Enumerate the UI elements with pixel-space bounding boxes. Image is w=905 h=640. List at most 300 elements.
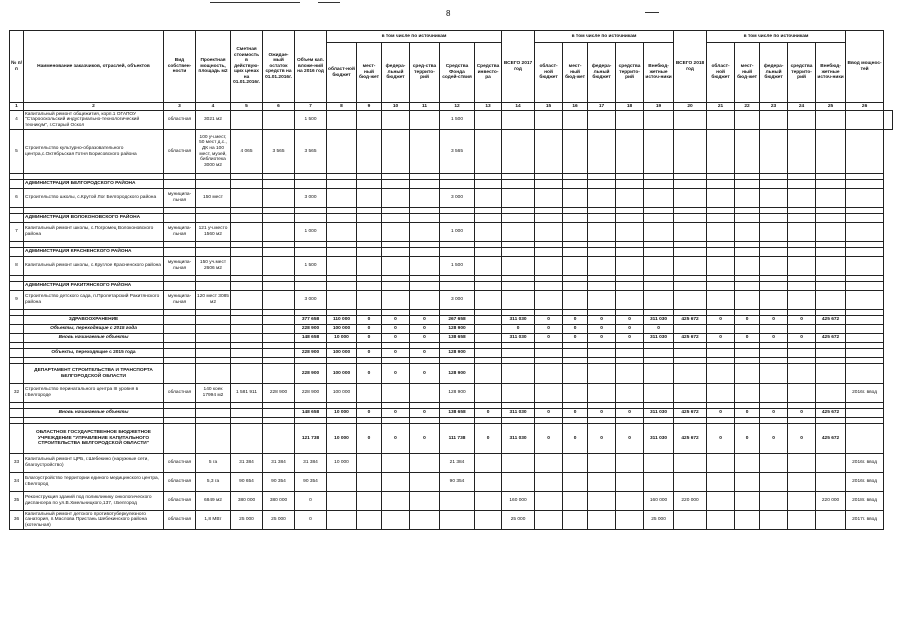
cell-value: 90 354 [263,473,295,492]
cell-value [707,473,735,492]
cell-value [674,291,707,310]
total-value [563,349,588,358]
total-value [616,364,644,384]
cell-value [475,130,502,174]
total-label: ДЕПАРТАМЕНТ СТРОИТЕЛЬСТВА И ТРАНСПОРТА БЕЛГОРОДСКОЙ ОБЛАСТИ [24,364,164,384]
cell-value [357,130,382,174]
empty-cell [263,180,295,189]
cell-value [735,511,760,530]
cell-value [735,454,760,473]
cell-value [588,511,616,530]
cell-value [788,473,816,492]
total-value: 128 900 [440,364,475,384]
empty-cell [563,214,588,223]
total-label: Объекты, переходящие с 2015 года [24,325,164,334]
empty-cell [563,248,588,257]
section-row [10,180,893,189]
cell-value: 100 уч.мест, 50 мест д.с., ДК на 100 мест, музей, библиотека 3000 м2 [196,130,231,174]
header-commission: Ввод мощнос-тей [846,31,884,103]
column-number: 13 [475,103,502,111]
empty-cell [816,248,846,257]
cell-value [535,130,563,174]
table-row [10,511,893,530]
cell-value [760,384,788,403]
cell-value: 2016г. ввод [846,454,884,473]
cell-value [535,111,563,130]
empty-cell [475,214,502,223]
cell-value [535,257,563,276]
empty-cell [164,316,196,325]
empty-cell [10,282,24,291]
empty-cell [263,364,295,384]
cell-value [816,111,846,130]
total-value: 100 000 [327,325,357,334]
empty-cell [196,282,231,291]
cell-value [563,384,588,403]
cell-value [327,492,357,511]
total-value: 311 030 [502,334,535,343]
cell-value [382,130,410,174]
cell-value [707,130,735,174]
total-value: 311 030 [502,409,535,418]
cell-value [707,384,735,403]
total-value: 0 [788,424,816,454]
cell-value [846,111,884,130]
total-value: 311 030 [502,424,535,454]
cell-value: 140 коек 17994 м2 [196,384,231,403]
cell-value [231,257,263,276]
cell-value [616,291,644,310]
cell-value [382,492,410,511]
empty-cell [164,325,196,334]
cell-value [644,473,674,492]
header-2017-local: мест-ный бюд-жет [563,43,588,103]
column-number: 15 [535,103,563,111]
empty-cell [760,180,788,189]
cell-value [760,111,788,130]
empty-cell [231,282,263,291]
total-value: 311 030 [502,316,535,325]
empty-cell [440,282,475,291]
total-value [475,364,502,384]
empty-cell [263,424,295,454]
scan-mark-left [210,2,300,3]
total-value: 121 738 [295,424,327,454]
cell-value [846,223,884,242]
cell-value [563,454,588,473]
total-row [10,349,893,358]
cell-value [674,111,707,130]
row-number: 9 [10,291,24,310]
cell-value [588,384,616,403]
total-value [735,325,760,334]
cell-value: 220 000 [816,492,846,511]
total-value: 0 [616,424,644,454]
column-number: 5 [231,103,263,111]
cell-value [357,189,382,208]
total-value: 0 [357,316,382,325]
cell-value [735,223,760,242]
cell-value [644,291,674,310]
total-value: 0 [707,316,735,325]
cell-value: 31 384 [263,454,295,473]
empty-cell [788,248,816,257]
header-2017-territories: средства террито-рий [616,43,644,103]
budget-table [9,30,893,530]
empty-cell [535,214,563,223]
cell-value [588,257,616,276]
cell-value: 2016г. ввод [846,473,884,492]
total-value: 0 [760,409,788,418]
header-no: № п/п [10,31,24,103]
cell-value [674,511,707,530]
total-value: 0 [735,316,760,325]
empty-cell [410,282,440,291]
cell-value [502,291,535,310]
table-row [10,257,893,276]
cell-value [674,384,707,403]
cell-value [816,454,846,473]
header-sources-2017: в том числе по источникам [535,31,674,43]
total-value: 128 900 [440,349,475,358]
empty-cell [644,282,674,291]
total-value: 425 672 [674,316,707,325]
cell-value [535,384,563,403]
cell-value [846,257,884,276]
empty-cell [616,282,644,291]
row-number: 6 [10,189,24,208]
cell-value: 25 000 [644,511,674,530]
cell-value: 0 [295,492,327,511]
total-label: Вновь начинаемые объекты [24,334,164,343]
cell-value [502,223,535,242]
empty-cell [440,214,475,223]
cell-value [884,111,893,130]
cell-value: 228 900 [263,384,295,403]
cell-value [616,473,644,492]
total-value: 0 [535,325,563,334]
empty-cell [196,424,231,454]
cell-value [616,492,644,511]
cell-value [382,189,410,208]
total-value: 0 [357,334,382,343]
cell-value [644,257,674,276]
cell-value [535,492,563,511]
table-row [10,223,893,242]
cell-value [816,291,846,310]
cell-value [357,257,382,276]
cell-value [788,511,816,530]
scan-mark-right [645,12,659,13]
total-value: 267 658 [440,316,475,325]
total-value: 425 672 [816,334,846,343]
column-number: 19 [644,103,674,111]
cell-value [327,257,357,276]
cell-value [410,291,440,310]
cell-value [616,130,644,174]
cell-value [502,257,535,276]
total-label: ОБЛАСТНОЕ ГОСУДАРСТВЕННОЕ БЮДЖЕТНОЕ УЧРЕЖДЕНИЕ "УПРАВЛЕНИЕ КАПИТАЛЬНОГО СТРОИТЕЛЬСТВА БЕЛГОРОДСКОЙ ОБЛАСТИ" [24,424,164,454]
empty-cell [295,180,327,189]
cell-value [440,492,475,511]
scan-mark-center [318,2,340,3]
empty-cell [10,334,24,343]
cell-value [707,111,735,130]
cell-value: 3 565 [263,130,295,174]
cell-value [357,454,382,473]
cell-value [563,473,588,492]
cell-value [760,189,788,208]
empty-cell [502,180,535,189]
header-name: Наименование заказчиков, отраслей, объектов [24,31,164,103]
object-name: Реконструкция зданий под поликлинику онкологического диспансера по ул.В.Хмельницкого,137, г.Белгород [24,492,164,511]
header-cost: Сметная стоимость в действую-щих ценах на 01.01.2016г. [231,31,263,103]
total-value: 228 900 [295,349,327,358]
cell-value: областная [164,454,196,473]
cell-value: 100 000 [327,384,357,403]
empty-cell [263,325,295,334]
cell-value: 1 000 [295,223,327,242]
section-title: АДМИНИСТРАЦИЯ КРАСНЕНСКОГО РАЙОНА [24,248,164,257]
empty-cell [10,424,24,454]
cell-value [535,223,563,242]
empty-cell [10,248,24,257]
empty-cell [735,214,760,223]
total-value: 0 [382,334,410,343]
cell-value [410,189,440,208]
empty-cell [760,248,788,257]
header-2018-federal: федера-льный бюджет [760,43,788,103]
total-value [563,364,588,384]
cell-value: 220 000 [674,492,707,511]
empty-cell [196,364,231,384]
cell-value [410,384,440,403]
empty-cell [196,248,231,257]
empty-cell [231,180,263,189]
row-number: 36 [10,511,24,530]
total-value [846,409,884,418]
cell-value [760,511,788,530]
total-value: 0 [382,409,410,418]
table-row [10,384,893,403]
cell-value [263,291,295,310]
page-number: 8 [446,9,451,18]
empty-cell [164,334,196,343]
column-number: 16 [563,103,588,111]
cell-value [475,454,502,473]
cell-value: 3 000 [295,291,327,310]
cell-value [263,189,295,208]
cell-value: областная [164,492,196,511]
total-value: 0 [735,424,760,454]
cell-value [475,492,502,511]
cell-value [616,223,644,242]
total-value: 0 [707,409,735,418]
total-value: 0 [588,316,616,325]
total-value: 0 [475,409,502,418]
total-value [707,349,735,358]
total-value [816,325,846,334]
total-value: 148 658 [295,409,327,418]
header-remainder: Ожидае-мый остаток средств на 01.01.2016г. [263,31,295,103]
header-2017-offbudget: Внебюд-жетные источ-ники [644,43,674,103]
total-value [475,349,502,358]
empty-cell [10,349,24,358]
total-value [846,316,884,325]
cell-value [231,111,263,130]
cell-value [263,257,295,276]
total-value [674,364,707,384]
empty-cell [327,248,357,257]
total-value: 0 [357,424,382,454]
empty-cell [357,214,382,223]
cell-value [674,189,707,208]
header-ownership: Вид собствен-ности [164,31,196,103]
cell-value [475,111,502,130]
cell-value [563,492,588,511]
total-value: 311 030 [644,409,674,418]
total-value [707,364,735,384]
cell-value [846,291,884,310]
total-label: ЗДРАВООХРАНЕНИЕ [24,316,164,325]
total-value [535,364,563,384]
total-value: 0 [588,334,616,343]
cell-value: 150 мест [196,189,231,208]
total-value: 0 [788,316,816,325]
empty-cell [196,214,231,223]
total-row [10,424,893,454]
cell-value [563,291,588,310]
header-2016-territories: сред-ства террито-рий [410,43,440,103]
total-value: 0 [563,409,588,418]
total-value [816,349,846,358]
object-name: Капитальный ремонт общежития, корп.1 ОГАПОУ "Старооскольский индустриально-технологический техникум", г.Старый Оскол [24,111,164,130]
cell-value [760,130,788,174]
cell-value [707,492,735,511]
total-value: 311 030 [644,424,674,454]
table-row [10,454,893,473]
cell-value [816,384,846,403]
cell-value [502,130,535,174]
cell-value [674,223,707,242]
total-value [535,349,563,358]
cell-value [535,473,563,492]
total-value [644,349,674,358]
object-name: Капитальный ремонт школы, с.Погромец Волоконовского района [24,223,164,242]
cell-value [440,511,475,530]
total-value: 138 658 [440,409,475,418]
cell-value [231,189,263,208]
cell-value [410,223,440,242]
total-value: 100 000 [327,364,357,384]
empty-cell [327,214,357,223]
column-number: 9 [357,103,382,111]
cell-value [735,384,760,403]
total-value: 0 [502,325,535,334]
empty-cell [295,282,327,291]
empty-cell [357,180,382,189]
cell-value: 3021 м2 [196,111,231,130]
table-row [10,189,893,208]
total-value: 425 672 [674,334,707,343]
total-value [475,334,502,343]
total-value: 0 [644,325,674,334]
cell-value [816,257,846,276]
cell-value [410,511,440,530]
total-value: 0 [535,334,563,343]
cell-value [760,223,788,242]
cell-value [616,111,644,130]
cell-value [846,130,884,174]
column-number: 22 [735,103,760,111]
cell-value [760,473,788,492]
empty-cell [196,334,231,343]
total-row [10,325,893,334]
total-row [10,364,893,384]
cell-value [327,291,357,310]
empty-cell [382,214,410,223]
empty-cell [382,282,410,291]
empty-cell [816,282,846,291]
empty-cell [616,180,644,189]
cell-value [760,454,788,473]
total-value [735,364,760,384]
cell-value [616,257,644,276]
header-volume-2016: Объем кап. вложе-ний на 2016 год [295,31,327,103]
cell-value [535,291,563,310]
header-2016-local: мест-ный бюд-жет [357,43,382,103]
total-value [788,325,816,334]
empty-cell [10,364,24,384]
cell-value [382,223,410,242]
cell-value [535,511,563,530]
total-value [816,364,846,384]
total-value: 311 030 [644,316,674,325]
empty-cell [846,214,884,223]
total-value [674,349,707,358]
section-row [10,248,893,257]
total-value: 0 [410,424,440,454]
total-value: 110 000 [327,316,357,325]
cell-value [327,189,357,208]
cell-value: 25 000 [263,511,295,530]
cell-value [707,223,735,242]
empty-cell [164,248,196,257]
cell-value [674,130,707,174]
total-row [10,316,893,325]
total-value: 10 000 [327,424,357,454]
object-name: Капитальный ремонт детского противотуберкулезного санатория, п.Маслова Пристань Шебекинского района (котельная) [24,511,164,530]
empty-cell [707,248,735,257]
column-number: 4 [196,103,231,111]
empty-cell [563,180,588,189]
cell-value [707,511,735,530]
total-value: 0 [382,349,410,358]
total-value: 0 [535,424,563,454]
total-value: 0 [788,334,816,343]
cell-value [231,223,263,242]
empty-cell [588,214,616,223]
cell-value [588,473,616,492]
cell-value [382,384,410,403]
cell-value [563,511,588,530]
empty-cell [788,214,816,223]
cell-value [816,223,846,242]
empty-cell [10,409,24,418]
empty-cell [196,409,231,418]
empty-cell [502,248,535,257]
cell-value [357,473,382,492]
